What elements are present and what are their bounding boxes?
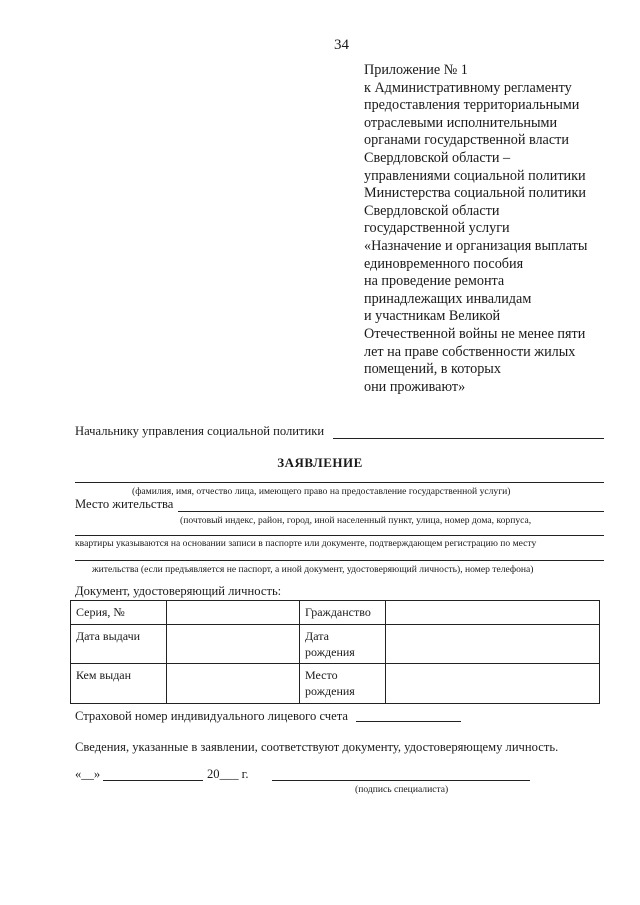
birth-place-value[interactable] — [386, 664, 600, 704]
id-document-label: Документ, удостоверяющий личность: — [75, 584, 282, 598]
appendix-line: отраслевыми исполнительными — [364, 114, 558, 131]
appendix-header — [364, 62, 587, 396]
signature-line[interactable] — [272, 780, 530, 781]
address-hint-1: (почтовый индекс, район, город, иной населенный пункт, улица, номер дома, корпуса, — [180, 515, 532, 526]
appendix-line: органами государственной власти — [364, 132, 569, 149]
citizenship-label: Гражданство — [300, 601, 386, 625]
issue-date-value[interactable] — [167, 625, 300, 664]
appendix-line: лет на праве собственности жилых — [364, 343, 576, 360]
birth-place-label: Место рождения — [300, 664, 386, 704]
signature-hint: (подпись специалиста) — [355, 784, 449, 795]
residence-label: Место жительства — [75, 497, 174, 511]
appendix-line: единовременного пособия — [364, 255, 524, 272]
appendix-line: они проживают» — [364, 378, 466, 395]
appendix-line: Отечественной войны не менее пяти — [364, 325, 586, 342]
issue-date-label: Дата выдачи — [71, 625, 167, 664]
birth-date-value[interactable] — [386, 625, 600, 664]
appendix-line: помещений, в которых — [364, 361, 501, 378]
addressee-label: Начальнику управления социальной политики — [75, 424, 325, 438]
table-row — [71, 664, 600, 704]
id-document-table — [70, 600, 600, 704]
fio-line[interactable] — [75, 482, 604, 483]
appendix-line: Приложение № 1 — [364, 62, 468, 78]
table-row — [71, 625, 600, 664]
snils-line[interactable] — [356, 721, 461, 722]
appendix-line: к Административному регламенту — [364, 79, 572, 96]
appendix-line: предоставления территориальными — [364, 97, 580, 114]
appendix-line: Свердловской области – — [364, 149, 511, 166]
address-hint-3: жительства (если предъявляется не паспорт, а иной документ, удостоверяющий личность), номер телефона) — [92, 564, 534, 575]
table-row — [71, 601, 600, 625]
appendix-line: Министерства социальной политики — [364, 185, 586, 202]
page-number: 34 — [334, 37, 349, 53]
date-day: «__» — [75, 767, 101, 781]
addressee-line[interactable] — [333, 438, 604, 439]
appendix-line: на проведение ремонта — [364, 273, 505, 290]
appendix-line: управлениями социальной политики — [364, 167, 586, 184]
series-label: Серия, № — [71, 601, 167, 625]
confirmation-text: Сведения, указанные в заявлении, соответствуют документу, удостоверяющему личность. — [75, 740, 559, 754]
address-hint-2: квартиры указываются на основании записи в паспорте или документе, подтверждающем регистрацию по месту — [75, 538, 537, 549]
appendix-line: Свердловской области — [364, 202, 500, 219]
issued-by-label: Кем выдан — [71, 664, 167, 704]
date-year: 20___ г. — [207, 767, 249, 781]
residence-line[interactable] — [178, 511, 604, 512]
date-month-line[interactable] — [103, 780, 203, 781]
appendix-line: «Назначение и организация выплаты — [364, 237, 588, 254]
document-title: ЗАЯВЛЕНИЕ — [277, 455, 363, 470]
appendix-line: государственной услуги — [364, 220, 510, 237]
issued-by-value[interactable] — [167, 664, 300, 704]
fio-hint: (фамилия, имя, отчество лица, имеющего право на предоставление государственной услуги) — [132, 486, 511, 497]
series-value[interactable] — [167, 601, 300, 625]
snils-label: Страховой номер индивидуального лицевого счета — [75, 709, 348, 723]
citizenship-value[interactable] — [386, 601, 600, 625]
address-line-3[interactable] — [75, 560, 604, 561]
appendix-line: принадлежащих инвалидам — [364, 290, 532, 307]
appendix-line: и участникам Великой — [364, 308, 501, 325]
address-line-2[interactable] — [75, 535, 604, 536]
birth-date-label: Дата рождения — [300, 625, 386, 664]
